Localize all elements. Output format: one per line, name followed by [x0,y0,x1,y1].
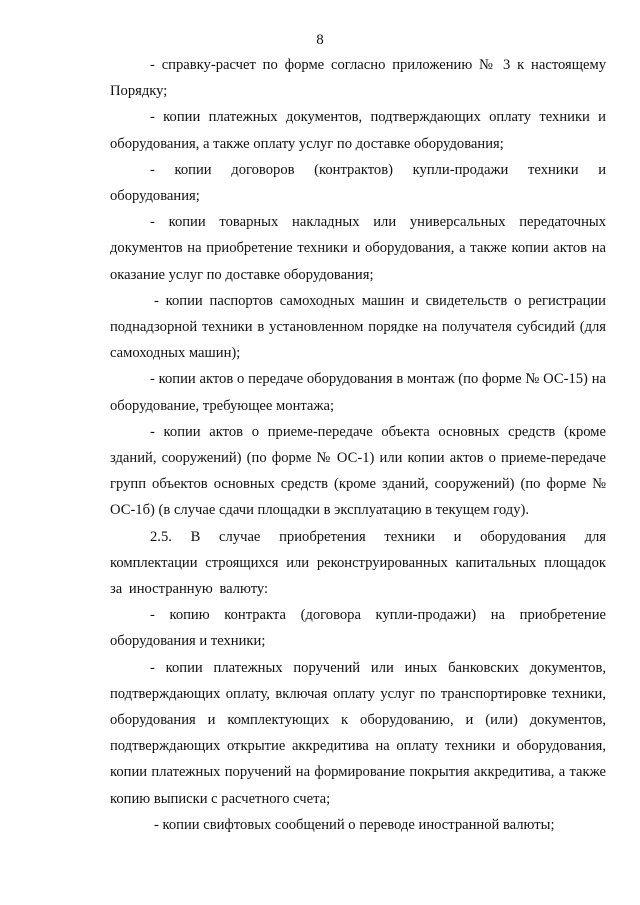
document-body [110,52,606,838]
paragraph-machine-passports: - копии паспортов самоходных машин и свидетельств о регистрации поднадзорной техники в установленном порядке на получателя субсидий (для самоходных машин); [110,292,606,362]
paragraph-bank-documents: - копии платежных поручений или иных банковских документов, подтверждающих оплату, включая оплату услуг по транспортировке техники, оборудования и комплектующих к оборудованию, и (или) документов, подтверждающих открытие аккредитива на оплату техники и оборудования, копии платежных поручений на формирование покрытия аккредитива, а также копию выписки с расчетного счета; [110,659,606,807]
paragraph-sale-contracts: - копии договоров (контрактов) купли-продажи техники и оборудования; [110,161,606,205]
page-number: 8 [316,32,324,48]
paragraph-invoices: - копии товарных накладных или универсальных передаточных документов на приобретение техники и оборудования, а также копии актов на оказание услуг по доставке оборудования; [110,214,606,283]
paragraph-calculation-certificate: - справку-расчет по форме согласно приложению № 3 к настоящему Порядку; [110,57,606,100]
paragraph-section-2-5: 2.5. В случае приобретения техники и оборудования для комплектации строящихся или реконструированных капитальных площадок за иностранную валюту: [110,528,606,598]
paragraph-installation-acts: - копии актов о передаче оборудования в монтаж (по форме № ОС-15) на оборудование, требующее монтажа; [110,371,606,414]
paragraph-swift-messages: - копии свифтовых сообщений о переводе иностранной валюты; [154,816,555,833]
paragraph-fixed-assets-acts: - копии актов о приеме-передаче объекта основных средств (кроме зданий, сооружений) (по форме № ОС-1) или копии актов о приеме-передаче групп объектов основных средств (кроме зданий, сооружений) (по форме № ОС-1б) (в случае сдачи площадки в эксплуатацию в текущем году). [110,423,606,519]
paragraph-contract-copy: - копию контракта (договора купли-продажи) на приобретение оборудования и техники; [110,607,606,650]
paragraph-payment-documents: - копии платежных документов, подтверждающих оплату техники и оборудования, а также оплату услуг по доставке оборудования; [110,109,606,152]
